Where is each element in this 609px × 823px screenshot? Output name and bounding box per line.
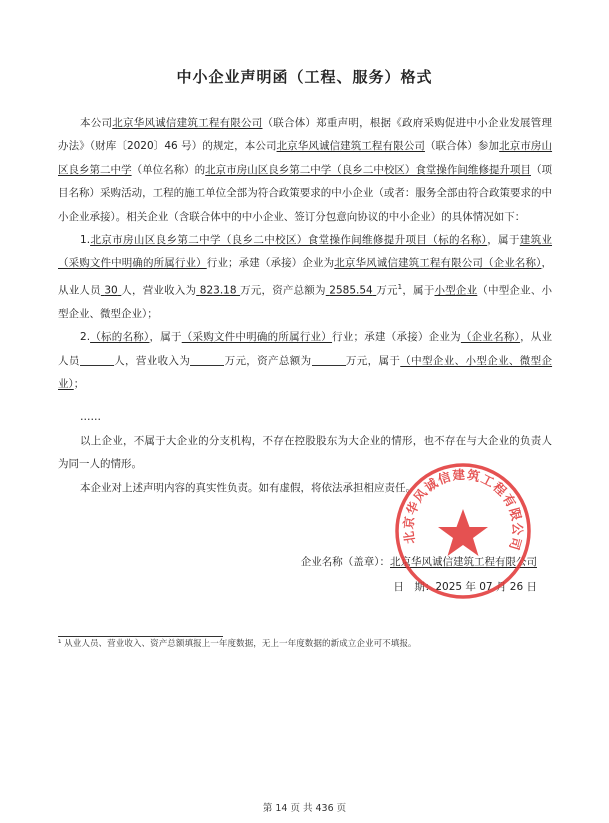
footnote-marker: 1 [397,282,403,291]
page-title: 中小企业声明函（工程、服务）格式 [176,68,433,86]
assets-field [326,284,377,296]
intro-text: 本公司 [80,117,113,129]
item-text: 万元，资产总额为 [240,284,326,297]
item-text: ，从业人员 [58,331,553,367]
company-name: 北京华风诚信建筑工程有限公司 [112,117,263,129]
item-number: 2. [80,331,91,344]
item-text: ，属于 [402,284,435,297]
company-field: 北京华风诚信建筑工程有限公司（企业名称） [334,257,542,270]
ellipsis: …… [80,411,102,424]
footnote-divider [58,636,223,637]
item-text: 万元，资产总额为 [224,354,312,367]
date-value: 2025 年 07 月 26 日 [435,581,537,593]
item-text: 人，营业收入为 [113,354,191,367]
company-name: 北京华风诚信建筑工程有限公司 [276,140,425,153]
page-number: 第 14 页 共 436 页 [262,803,347,814]
enterprise-type: （中型企业、小型企业、微型企业） [58,354,553,390]
revenue-value: 823.18 [199,284,237,297]
signature-label: 企业名称（盖章）： [300,556,390,568]
buyer-name: 北京市房山区良乡第二中学 [58,140,553,176]
industry-field: （采购文件中明确的所属行业） [181,331,333,344]
intro-text: （联合体）参加 [424,140,500,153]
intro-text: （单位名称）的 [131,163,206,176]
declaration-paragraph: 以上企业，不属于大企业的分支机构，不存在控股股东为大企业的情形，也不存在与大企业的负责人为同一人的情形。 [58,434,552,471]
footnote: ¹ 从业人员、营业收入、资产总额填报上一年度数据，无上一年度数据的新成立企业可不填报。 [58,639,417,649]
company-field: （企业名称） [460,331,521,344]
intro-text: （项目名称）采购活动，工程的施工单位全部为符合政策要求的中小企业（或者：服务全部由符合政策要求的中小企业承接）。相关企业（含联合体中的中小企业、签订分包意向协议的中小企业）的具体情况如下： [58,163,553,223]
assets-blank [312,353,346,366]
item-text: ，属于 [149,331,182,344]
date-line [393,577,537,597]
revenue-blank [190,353,224,366]
responsibility-paragraph: 本企业对上述声明内容的真实性负责。如有虚假，将依法承担相应责任。 [80,481,417,494]
assets-value: 2585.54 [329,284,373,297]
industry-field: 建筑业（采购文件中明确的所属行业） [58,234,553,270]
subject-name: 北京市房山区良乡第二中学（良乡二中校区）食堂操作间维修提升项目（标的名称） [90,234,488,247]
item-1 [58,229,552,326]
staff-blank [80,353,114,366]
item-text: （中型企业、小型企业、微型企业）； [58,284,553,320]
item-2 [58,326,552,396]
revenue-field [196,284,240,296]
staff-field [101,284,121,296]
document-body [58,112,552,500]
project-name: 北京市房山区良乡第二中学（良乡二中校区）食堂操作间维修提升项目 [205,163,531,176]
item-text: 万元，属于 [345,354,401,367]
date-label: 日 期： [393,581,436,593]
item-text: 万元 [376,284,398,297]
intro-text: （联合体）郑重声明，根据《政府采购促进中小企业发展管理办法》（财库〔2020〕46 号）的规定，本公司 [58,117,553,153]
signature-line [301,552,537,572]
item-text: 行业；承建（承接）企业为 [332,331,461,344]
staff-value: 30 [104,284,118,297]
enterprise-type: 小型企业 [434,284,478,297]
item-text: ，从业人员 [58,257,552,297]
item-text: 人，营业收入为 [121,284,197,297]
subject-name: （标的名称） [90,331,150,344]
item-text: 行业；承建（承接）企业为 [206,257,335,270]
item-text: ； [73,377,85,390]
item-number: 1. [80,234,91,247]
item-text: ，属于 [487,234,520,247]
intro-paragraph [58,112,552,229]
signature-company: 北京华风诚信建筑工程有限公司 [390,556,537,568]
seal-text: 北京华风诚信建筑工程有限公司 [400,466,526,553]
